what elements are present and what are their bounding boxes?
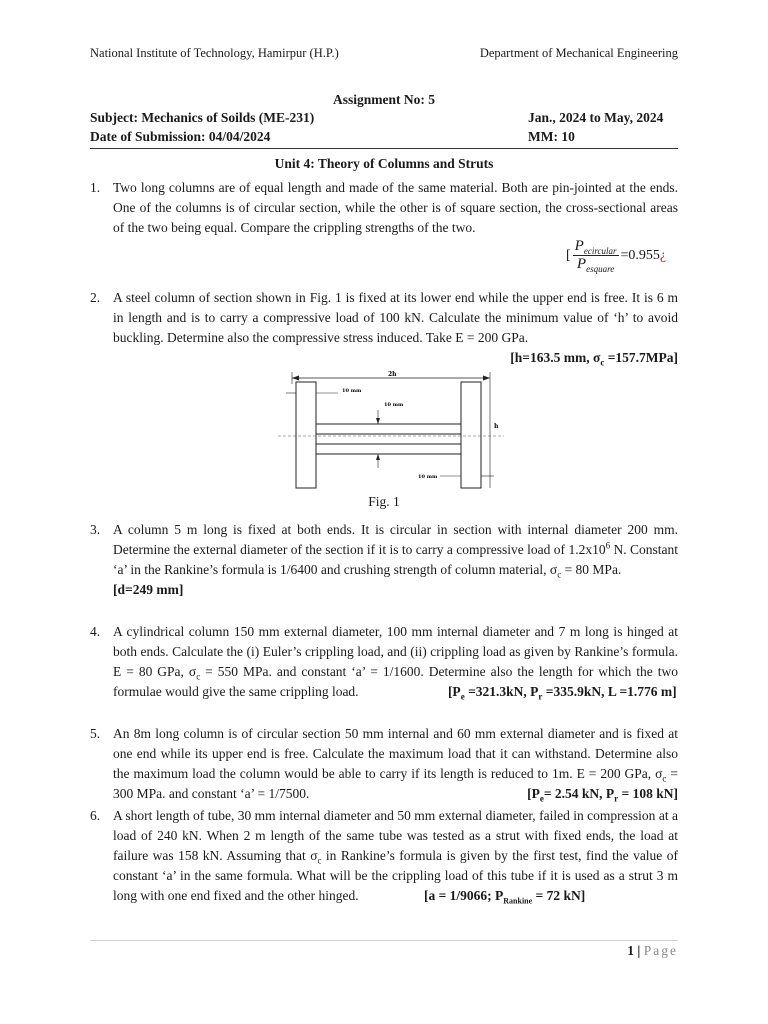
answer-sub: c: [600, 357, 605, 368]
answer-5: [527, 784, 678, 804]
question-5: [90, 724, 678, 804]
header-divider: [90, 148, 678, 149]
answer-3: [d=249 mm]: [113, 582, 184, 597]
answer-formula-1: [566, 238, 666, 273]
bracket-close: ¿: [659, 247, 667, 263]
question-3: [90, 520, 678, 600]
subject-line: [90, 110, 678, 126]
text-part: = 300 MPa. and constant ‘a’ = 1/7500.: [113, 766, 678, 801]
question-2: [90, 288, 678, 368]
question-number: 1.: [90, 180, 101, 195]
denominator-sub: esquare: [586, 263, 615, 274]
answer-part: = 2.54 kN, P: [543, 786, 615, 801]
institute-name: National Institute of Technology, Hamirpur (H.P.): [90, 46, 339, 60]
label-10mm-flange: 10 mm: [342, 388, 362, 394]
max-marks: MM: 10: [528, 129, 575, 144]
answer-part: = 72 kN]: [532, 888, 586, 903]
assignment-title: Assignment No: 5: [332, 92, 435, 107]
question-text: Two long columns are of equal length and made of the same material. Both are pin-jointed at the ends. One of the columns is of circular section, while the other is of square section, the cross-sectional areas of the two being equal. Compare the crippling strengths of the two.: [113, 180, 678, 235]
left-flange: [296, 382, 316, 488]
answer-sub: e: [539, 793, 544, 804]
fraction-denominator: [575, 256, 616, 273]
question-number: 2.: [90, 290, 101, 305]
subscript: c: [662, 773, 667, 784]
answer-part: [P: [527, 786, 540, 801]
label-h: h: [494, 423, 499, 430]
answer-sub: e: [460, 691, 465, 702]
label-10mm-bottom: 10 mm: [418, 474, 438, 480]
answer-part: =335.9kN, L =1.776 m]: [542, 684, 677, 699]
arrow-right: [483, 376, 490, 381]
question-text: A steel column of section shown in Fig. 1 is fixed at its lower end while the upper end is free. It is 6 m in length and is to carry a compressive load of 100 kN. Calculate the minimum value of ‘h’ to avoid buckling. Determine also the compressive stress induced. Take E = 200 GPa.: [113, 290, 678, 345]
right-flange: [461, 382, 481, 488]
text-part: = 80 MPa.: [561, 562, 622, 577]
superscript: 6: [605, 540, 611, 551]
text-part: A short length of tube, 30 mm internal diameter and 50 mm external diameter, failed in compression at a load of 240 kN. When 2 m length of the same tube was tested as a strut with fixed ends, the load at failure was 158 kN. Assuming that σ: [113, 808, 678, 863]
figure-1-i-section: [272, 366, 512, 492]
answer-part: [a = 1/9066; P: [423, 888, 504, 903]
footer-divider: [90, 940, 678, 941]
submission-date: Date of Submission: 04/04/2024: [90, 129, 271, 144]
arrow-down: [376, 418, 380, 424]
text-part: in Rankine’s formula is given by the first test, find the value of constant ‘a’ in the same formula. What will be the crippling load of this tube if it is used as a strut 3 m long with one end fixed and the other hinged.: [113, 848, 678, 903]
answer-sub: r: [538, 691, 543, 702]
numerator-var: P: [574, 238, 584, 254]
text-part: A column 5 m long is fixed at both ends. It is circular in section with internal diameter 200 mm. Determine the external diameter of the section if it is to carry a compressive load of 1.2x10: [113, 522, 678, 557]
subscript: c: [557, 569, 562, 580]
question-6: [90, 806, 678, 906]
ratio-value: =0.955: [620, 247, 660, 263]
answer-2: [113, 348, 678, 368]
subject: Subject: Mechanics of Soilds (ME-231): [90, 110, 315, 125]
question-number: 5.: [90, 726, 101, 741]
arrow-left: [292, 376, 299, 381]
page-header: [90, 46, 678, 61]
question-text: [113, 520, 678, 580]
fraction: [573, 238, 619, 273]
text-part: = 550 MPa. and constant ‘a’ = 1/1600. Determine also the length for which the two formulae would give the same crippling load.: [113, 664, 678, 699]
question-4: [90, 622, 678, 702]
answer-6: [423, 888, 586, 906]
bracket-open: [: [566, 247, 571, 263]
page-footer: [627, 943, 678, 959]
unit-heading: Unit 4: Theory of Columns and Struts: [274, 156, 494, 171]
text-part: N. Constant ‘a’ in the Rankine’s formula is 1/6400 and crushing strength of column material, σ: [113, 542, 678, 577]
question-text: [113, 806, 678, 906]
arrow-up: [376, 454, 380, 460]
question-text: [113, 724, 678, 804]
answer-part: = 108 kN]: [618, 786, 678, 801]
question-1: [90, 178, 678, 238]
subscript: c: [317, 855, 322, 866]
label-2h: 2h: [388, 371, 397, 378]
subscript: c: [196, 671, 201, 682]
fraction-numerator: [573, 238, 619, 256]
page-separator: |: [634, 943, 644, 958]
page-word: Page: [643, 943, 678, 958]
answer-sub: r: [614, 793, 619, 804]
answer-part: =157.7MPa]: [604, 350, 678, 365]
answer-4: [447, 684, 677, 702]
answer-sub: Rankine: [503, 896, 533, 906]
question-number: 4.: [90, 624, 101, 639]
label-10mm-web: 10 mm: [384, 402, 404, 408]
denominator-var: P: [576, 256, 587, 272]
question-number: 6.: [90, 808, 101, 823]
web-bottom: [316, 444, 461, 454]
figure-caption: Fig. 1: [368, 494, 400, 509]
answer-part: =321.3kN, P: [464, 684, 539, 699]
text-part: An 8m long column is of circular section 50 mm internal and 60 mm external diameter and is fixed at one end while its upper end is free. Calculate the maximum load that it can withstand. Determine also the maximum load the column would be able to carry if its length is reduced to 1m. E = 200 GPa, σ: [113, 726, 678, 781]
question-number: 3.: [90, 522, 101, 537]
question-text: [113, 622, 678, 702]
session: Jan., 2024 to May, 2024: [528, 110, 664, 125]
numerator-sub: ecircular: [583, 245, 617, 256]
answer-part: [h=163.5 mm, σ: [510, 350, 601, 365]
submission-line: [90, 129, 678, 145]
page-number: 1: [627, 943, 635, 958]
text-part: A cylindrical column 150 mm external diameter, 100 mm internal diameter and 7 m long is hinged at both ends. Calculate the (i) Euler’s crippling load, and (ii) crippling load as given by Rankine’s formula. E = 80 GPa, σ: [113, 624, 678, 679]
web-top: [316, 424, 461, 434]
answer-part: [P: [447, 684, 461, 699]
department-name: Department of Mechanical Engineering: [479, 46, 678, 60]
